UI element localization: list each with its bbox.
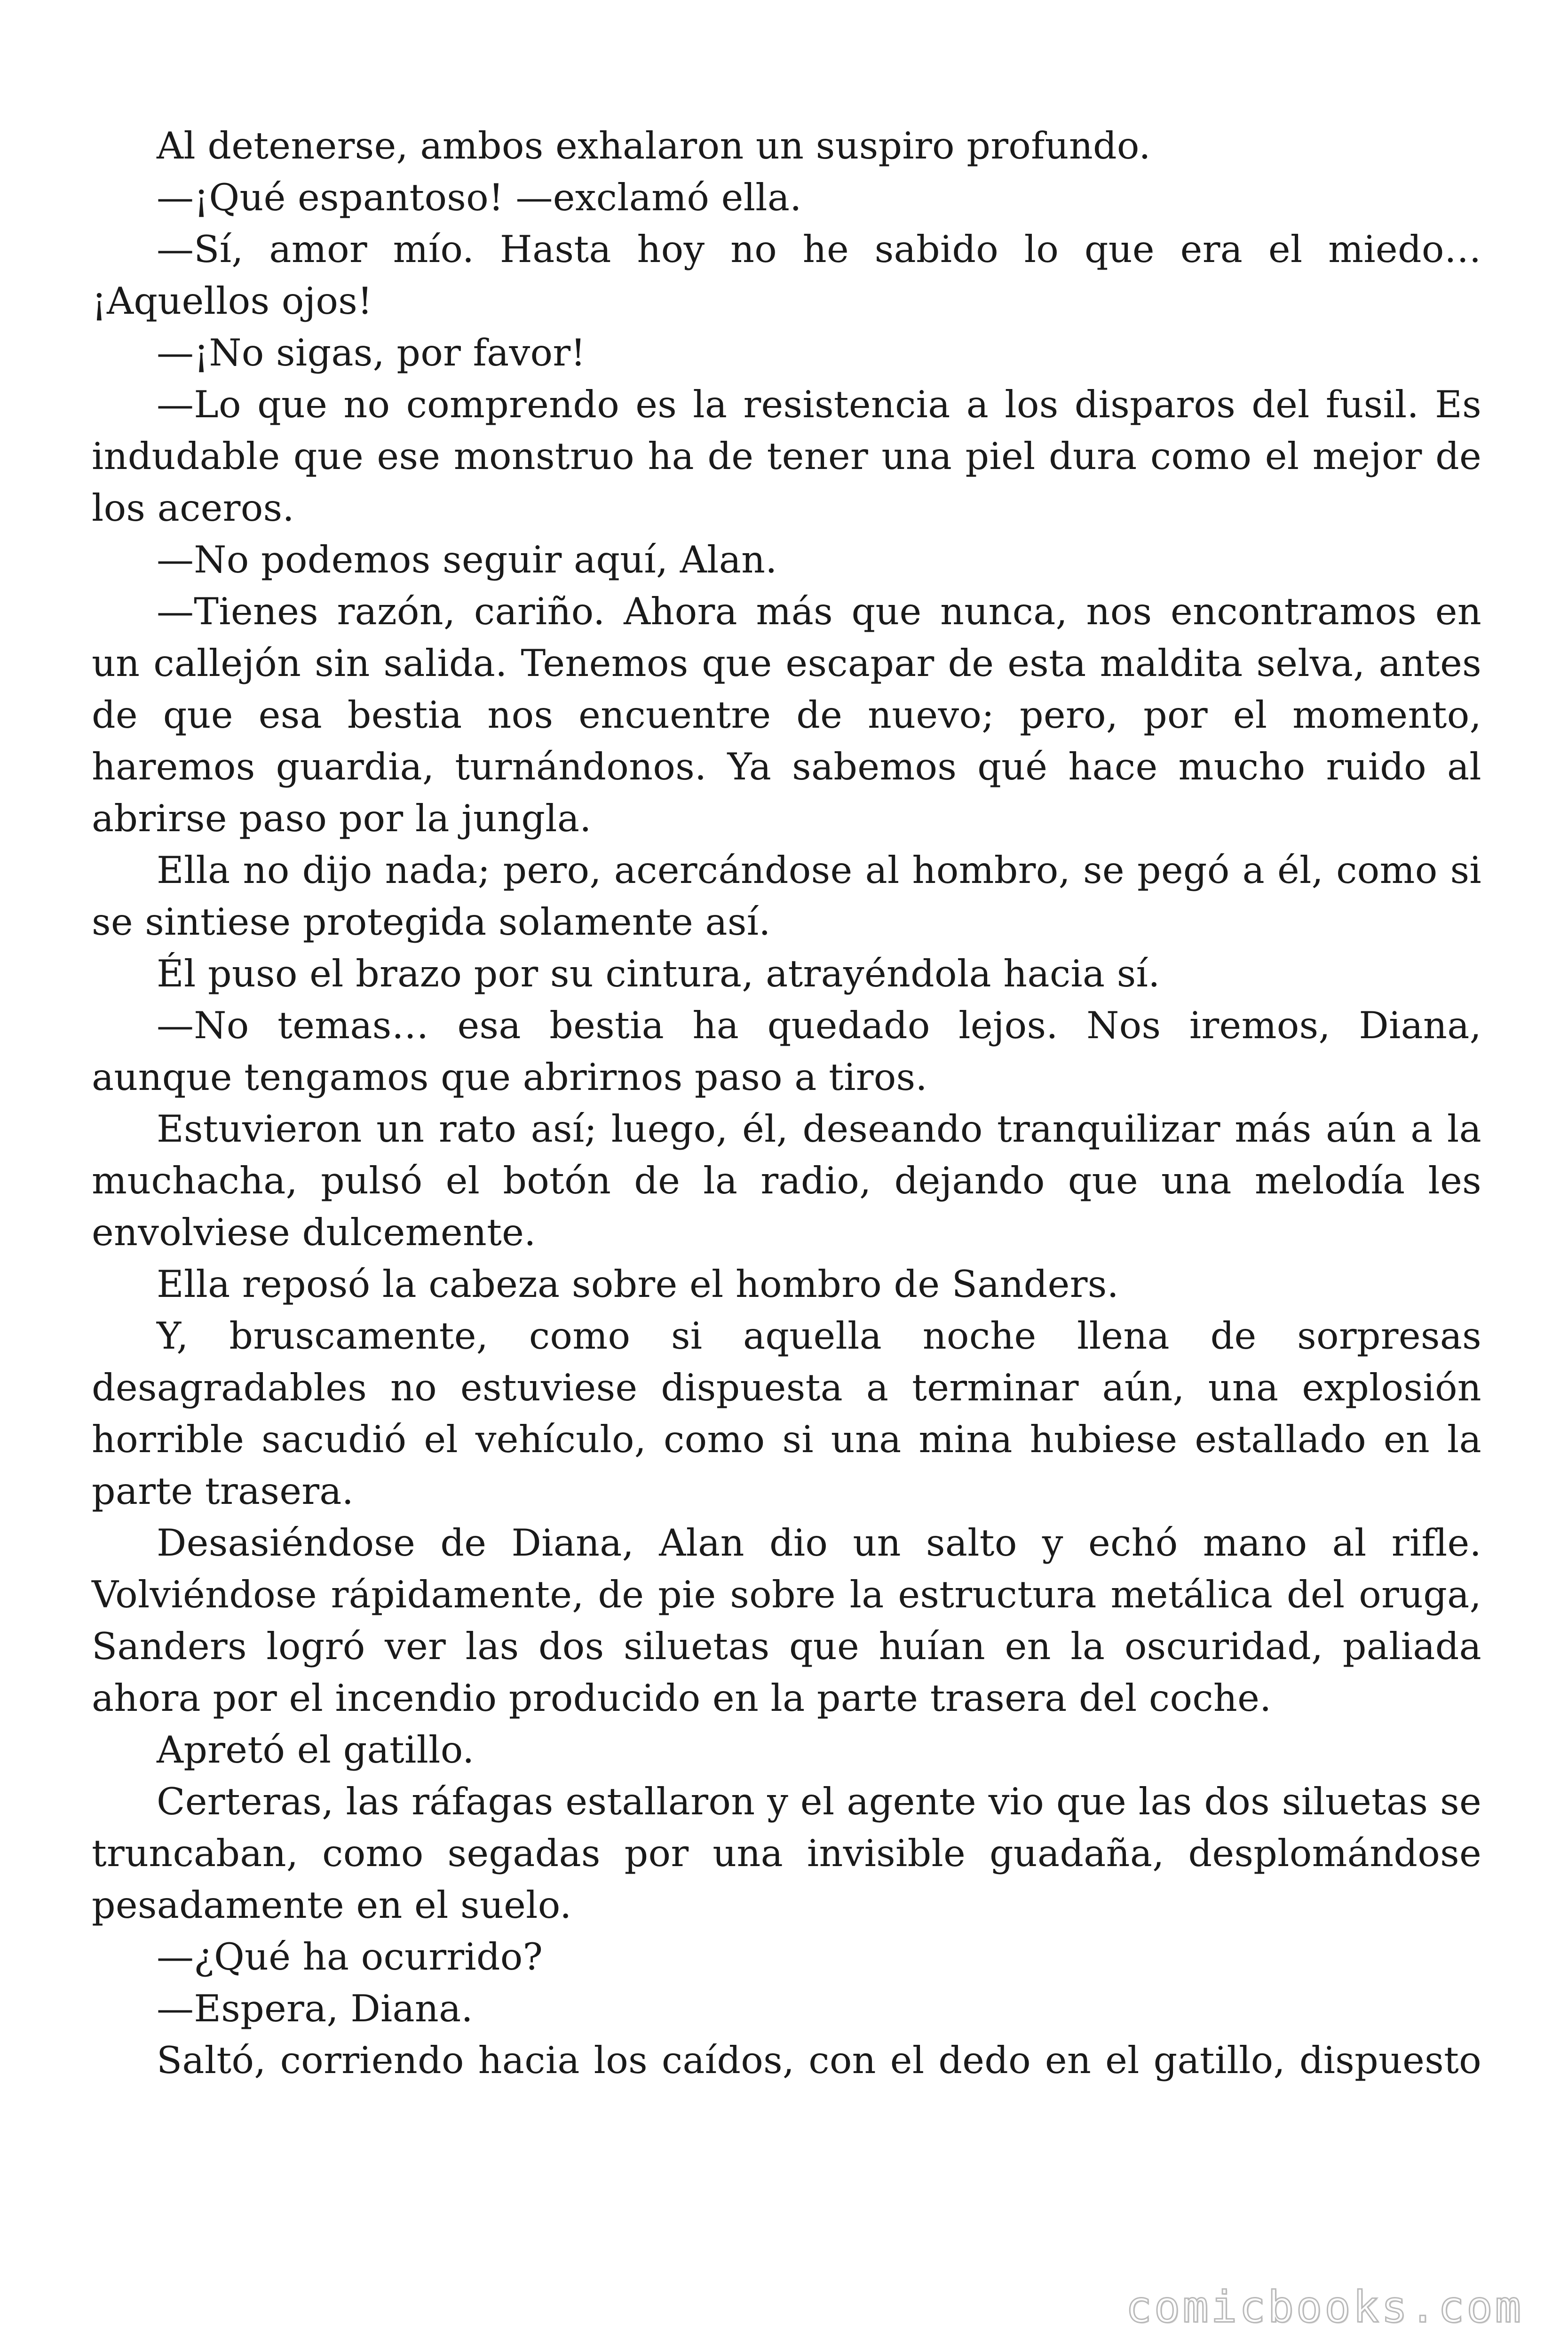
paragraph: —¡Qué espantoso! —exclamó ella.: [157, 176, 802, 219]
paragraph: Estuvieron un rato así; luego, él, deseando tranquilizar más aún a la muchacha, pulsó el botón de la radio, dejando que una melodía les envolviese dulcemente.: [92, 1107, 1481, 1254]
page-text: [92, 120, 1481, 2086]
paragraph: —¿Qué ha ocurrido?: [157, 1935, 543, 1979]
paragraph: Y, bruscamente, como si aquella noche llena de sorpresas desagradables no estuviese dispuesta a terminar aún, una explosión horrible sacudió el vehículo, como si una mina hubiese estallado en la parte trasera.: [92, 1314, 1481, 1513]
watermark: comicbooks.com: [1125, 2282, 1523, 2332]
paragraph-continued: Saltó, corriendo hacia los caídos, con el dedo en el gatillo, dispuesto: [157, 2039, 1481, 2082]
paragraph: Él puso el brazo por su cintura, atrayéndola hacia sí.: [157, 952, 1160, 995]
paragraph: Desasiéndose de Diana, Alan dio un salto y echó mano al rifle. Volviéndose rápidamente, de pie sobre la estructura metálica del oruga, Sanders logró ver las dos siluetas que huían en la oscuridad, paliada ahora por el incendio producido en la parte trasera del coche.: [92, 1521, 1481, 1720]
paragraph: —Lo que no comprendo es la resistencia a los disparos del fusil. Es indudable que ese monstruo ha de tener una piel dura como el mejor de los aceros.: [92, 383, 1481, 530]
paragraph: —No podemos seguir aquí, Alan.: [157, 538, 777, 581]
paragraph: Ella reposó la cabeza sobre el hombro de Sanders.: [157, 1263, 1119, 1306]
paragraph: Ella no dijo nada; pero, acercándose al hombro, se pegó a él, como si se sintiese protegida solamente así.: [92, 849, 1481, 944]
paragraph: —Tienes razón, cariño. Ahora más que nunca, nos encontramos en un callejón sin salida. Tenemos que escapar de esta maldita selva, antes de que esa bestia nos encuentre de nuevo; pero, por el momento, haremos guardia, turnándonos. Ya sabemos qué hace mucho ruido al abrirse paso por la jungla.: [92, 590, 1481, 840]
paragraph: —No temas… esa bestia ha quedado lejos. Nos iremos, Diana, aunque tengamos que abrirnos paso a tiros.: [92, 1004, 1481, 1099]
paragraph: Al detenerse, ambos exhalaron un suspiro profundo.: [157, 124, 1151, 167]
paragraph: Certeras, las ráfagas estallaron y el agente vio que las dos siluetas se truncaban, como segadas por una invisible guadaña, desplomándose pesadamente en el suelo.: [92, 1780, 1481, 1927]
paragraph: —¡No sigas, por favor!: [157, 331, 586, 374]
paragraph: Apretó el gatillo.: [157, 1728, 475, 1772]
paragraph: —Sí, amor mío. Hasta hoy no he sabido lo que era el miedo… ¡Aquellos ojos!: [92, 228, 1481, 323]
paragraph: —Espera, Diana.: [157, 1987, 473, 2030]
